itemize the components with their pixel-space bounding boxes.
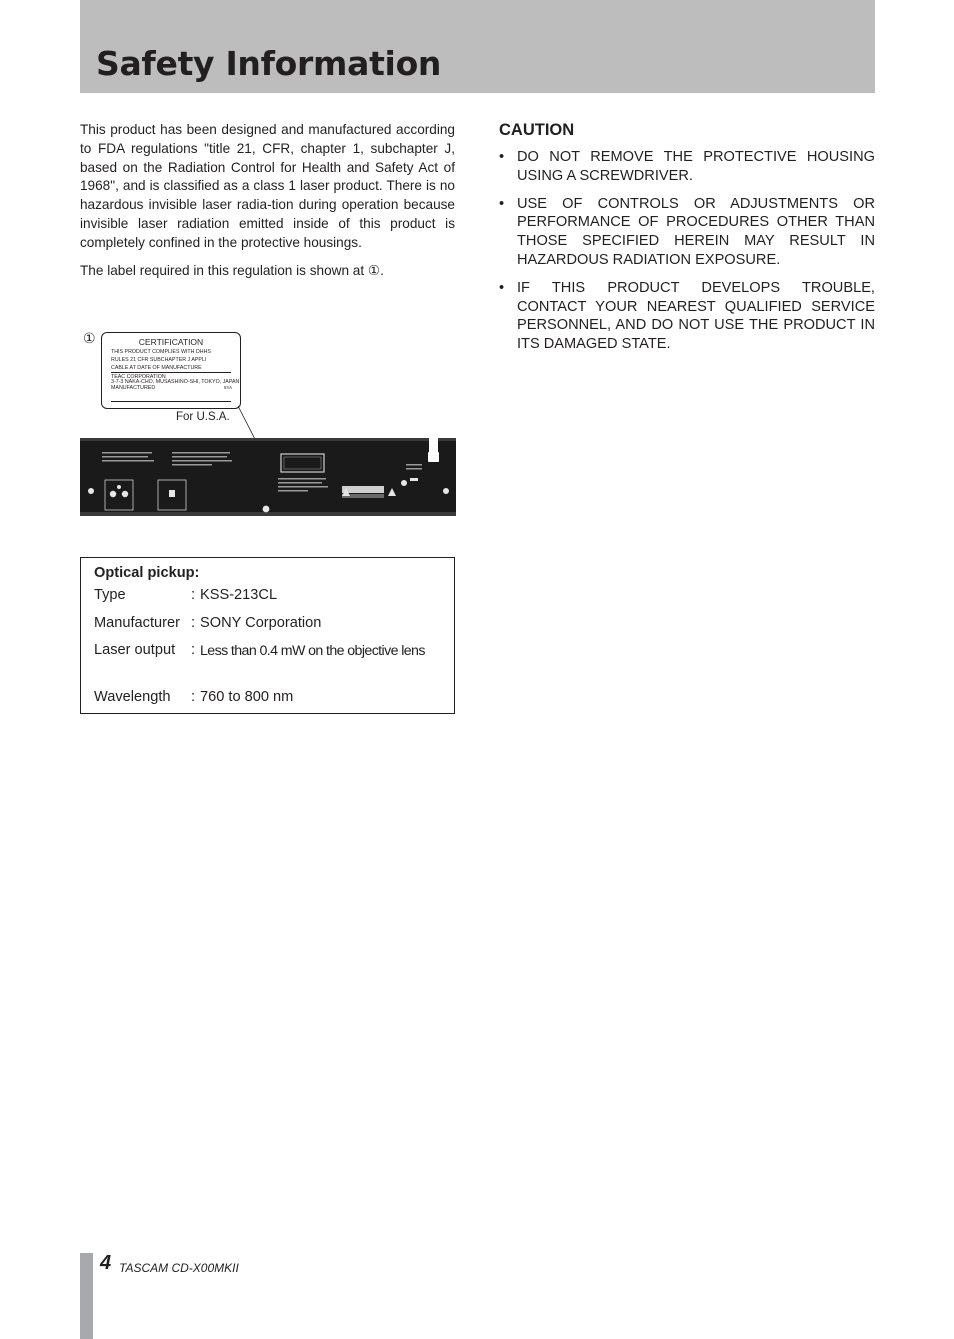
caution-item-text: IF THIS PRODUCT DEVELOPS TROUBLE, CONTACT YOUR NEAREST QUALIFIED SERVICE PERSONNEL, AND DO NOT USE THE PRODUCT IN ITS DAMAGED STATE. bbox=[517, 279, 875, 353]
bullet-icon: • bbox=[499, 149, 505, 165]
spec-label: Wavelength bbox=[94, 689, 171, 705]
spec-value: SONY Corporation bbox=[200, 615, 322, 631]
footer-model: TASCAM CD-X00MKII bbox=[119, 1261, 239, 1275]
figure-marker: ① bbox=[83, 330, 96, 346]
page-title: Safety Information bbox=[96, 44, 442, 83]
caution-list bbox=[499, 148, 875, 354]
caution-item bbox=[499, 148, 875, 186]
optical-pickup-box bbox=[80, 557, 455, 714]
cert-line: THIS PRODUCT COMPLIES WITH DHHS bbox=[111, 349, 211, 355]
bullet-icon: • bbox=[499, 195, 505, 212]
cert-maker-line: TEAC CORPORATION bbox=[111, 374, 166, 380]
caution-item bbox=[499, 279, 875, 354]
caution-item bbox=[499, 195, 875, 270]
caution-item-text: DO NOT REMOVE THE PROTECTIVE HOUSING USING A SCREWDRIVER. bbox=[517, 149, 875, 184]
cert-code: 8YA bbox=[224, 385, 233, 390]
for-usa-caption: For U.S.A. bbox=[176, 411, 230, 423]
spec-colon: : bbox=[191, 587, 196, 603]
caution-section bbox=[499, 121, 875, 363]
spec-label: Type bbox=[94, 587, 126, 603]
cert-line: RULES 21 CFR SUBCHAPTER J APPLI bbox=[111, 357, 207, 363]
caution-item-text: USE OF CONTROLS OR ADJUSTMENTS OR PERFORMANCE OF PROCEDURES OTHER THAN THOSE SPECIFIED HEREIN MAY RESULT IN HAZARDOUS RADIATION EXPOSURE. bbox=[517, 195, 875, 268]
label-reference-paragraph: The label required in this regulation is shown at ①. bbox=[80, 262, 384, 278]
cert-line: CABLE AT DATE OF MANUFACTURE bbox=[111, 365, 202, 371]
spec-value: 760 to 800 nm bbox=[200, 689, 294, 705]
footer-bar bbox=[80, 1253, 93, 1339]
spec-value: Less than 0.4 mW on the objective lens bbox=[200, 643, 425, 659]
spec-colon: : bbox=[191, 689, 196, 705]
optical-pickup-title: Optical pickup: bbox=[94, 565, 200, 581]
cert-maker-line: 3-7-3 NAKA-CHO, MUSASHINO-SHI, TOKYO, JAPAN bbox=[111, 379, 240, 385]
page-number: 4 bbox=[100, 1252, 112, 1274]
rear-panel-graphic bbox=[80, 438, 456, 516]
spec-value: KSS-213CL bbox=[200, 587, 278, 603]
spec-colon: : bbox=[191, 615, 196, 631]
cert-title: CERTIFICATION bbox=[138, 337, 204, 347]
bullet-icon: • bbox=[499, 279, 505, 296]
intro-text bbox=[80, 121, 455, 280]
cert-maker-line: MANUFACTURED bbox=[111, 385, 156, 391]
fda-paragraph: This product has been designed and manufactured according to FDA regulations "title 21, CFR, chapter 1, subchapter J, based on the Radiation Control for Health and Safety Act of 1968", and is classified as a class 1 laser product. There is no hazardous invisible laser radia-tion during operation because invisible laser radiation emitted inside of this product is completely confined in the protective housings. bbox=[80, 122, 455, 250]
spec-colon: : bbox=[191, 642, 196, 658]
rear-panel-figure bbox=[80, 328, 456, 518]
spec-label: Manufacturer bbox=[94, 615, 180, 631]
spec-label: Laser output bbox=[94, 642, 176, 658]
caution-heading: CAUTION bbox=[499, 121, 575, 139]
cd-player-rear-panel bbox=[80, 438, 456, 516]
